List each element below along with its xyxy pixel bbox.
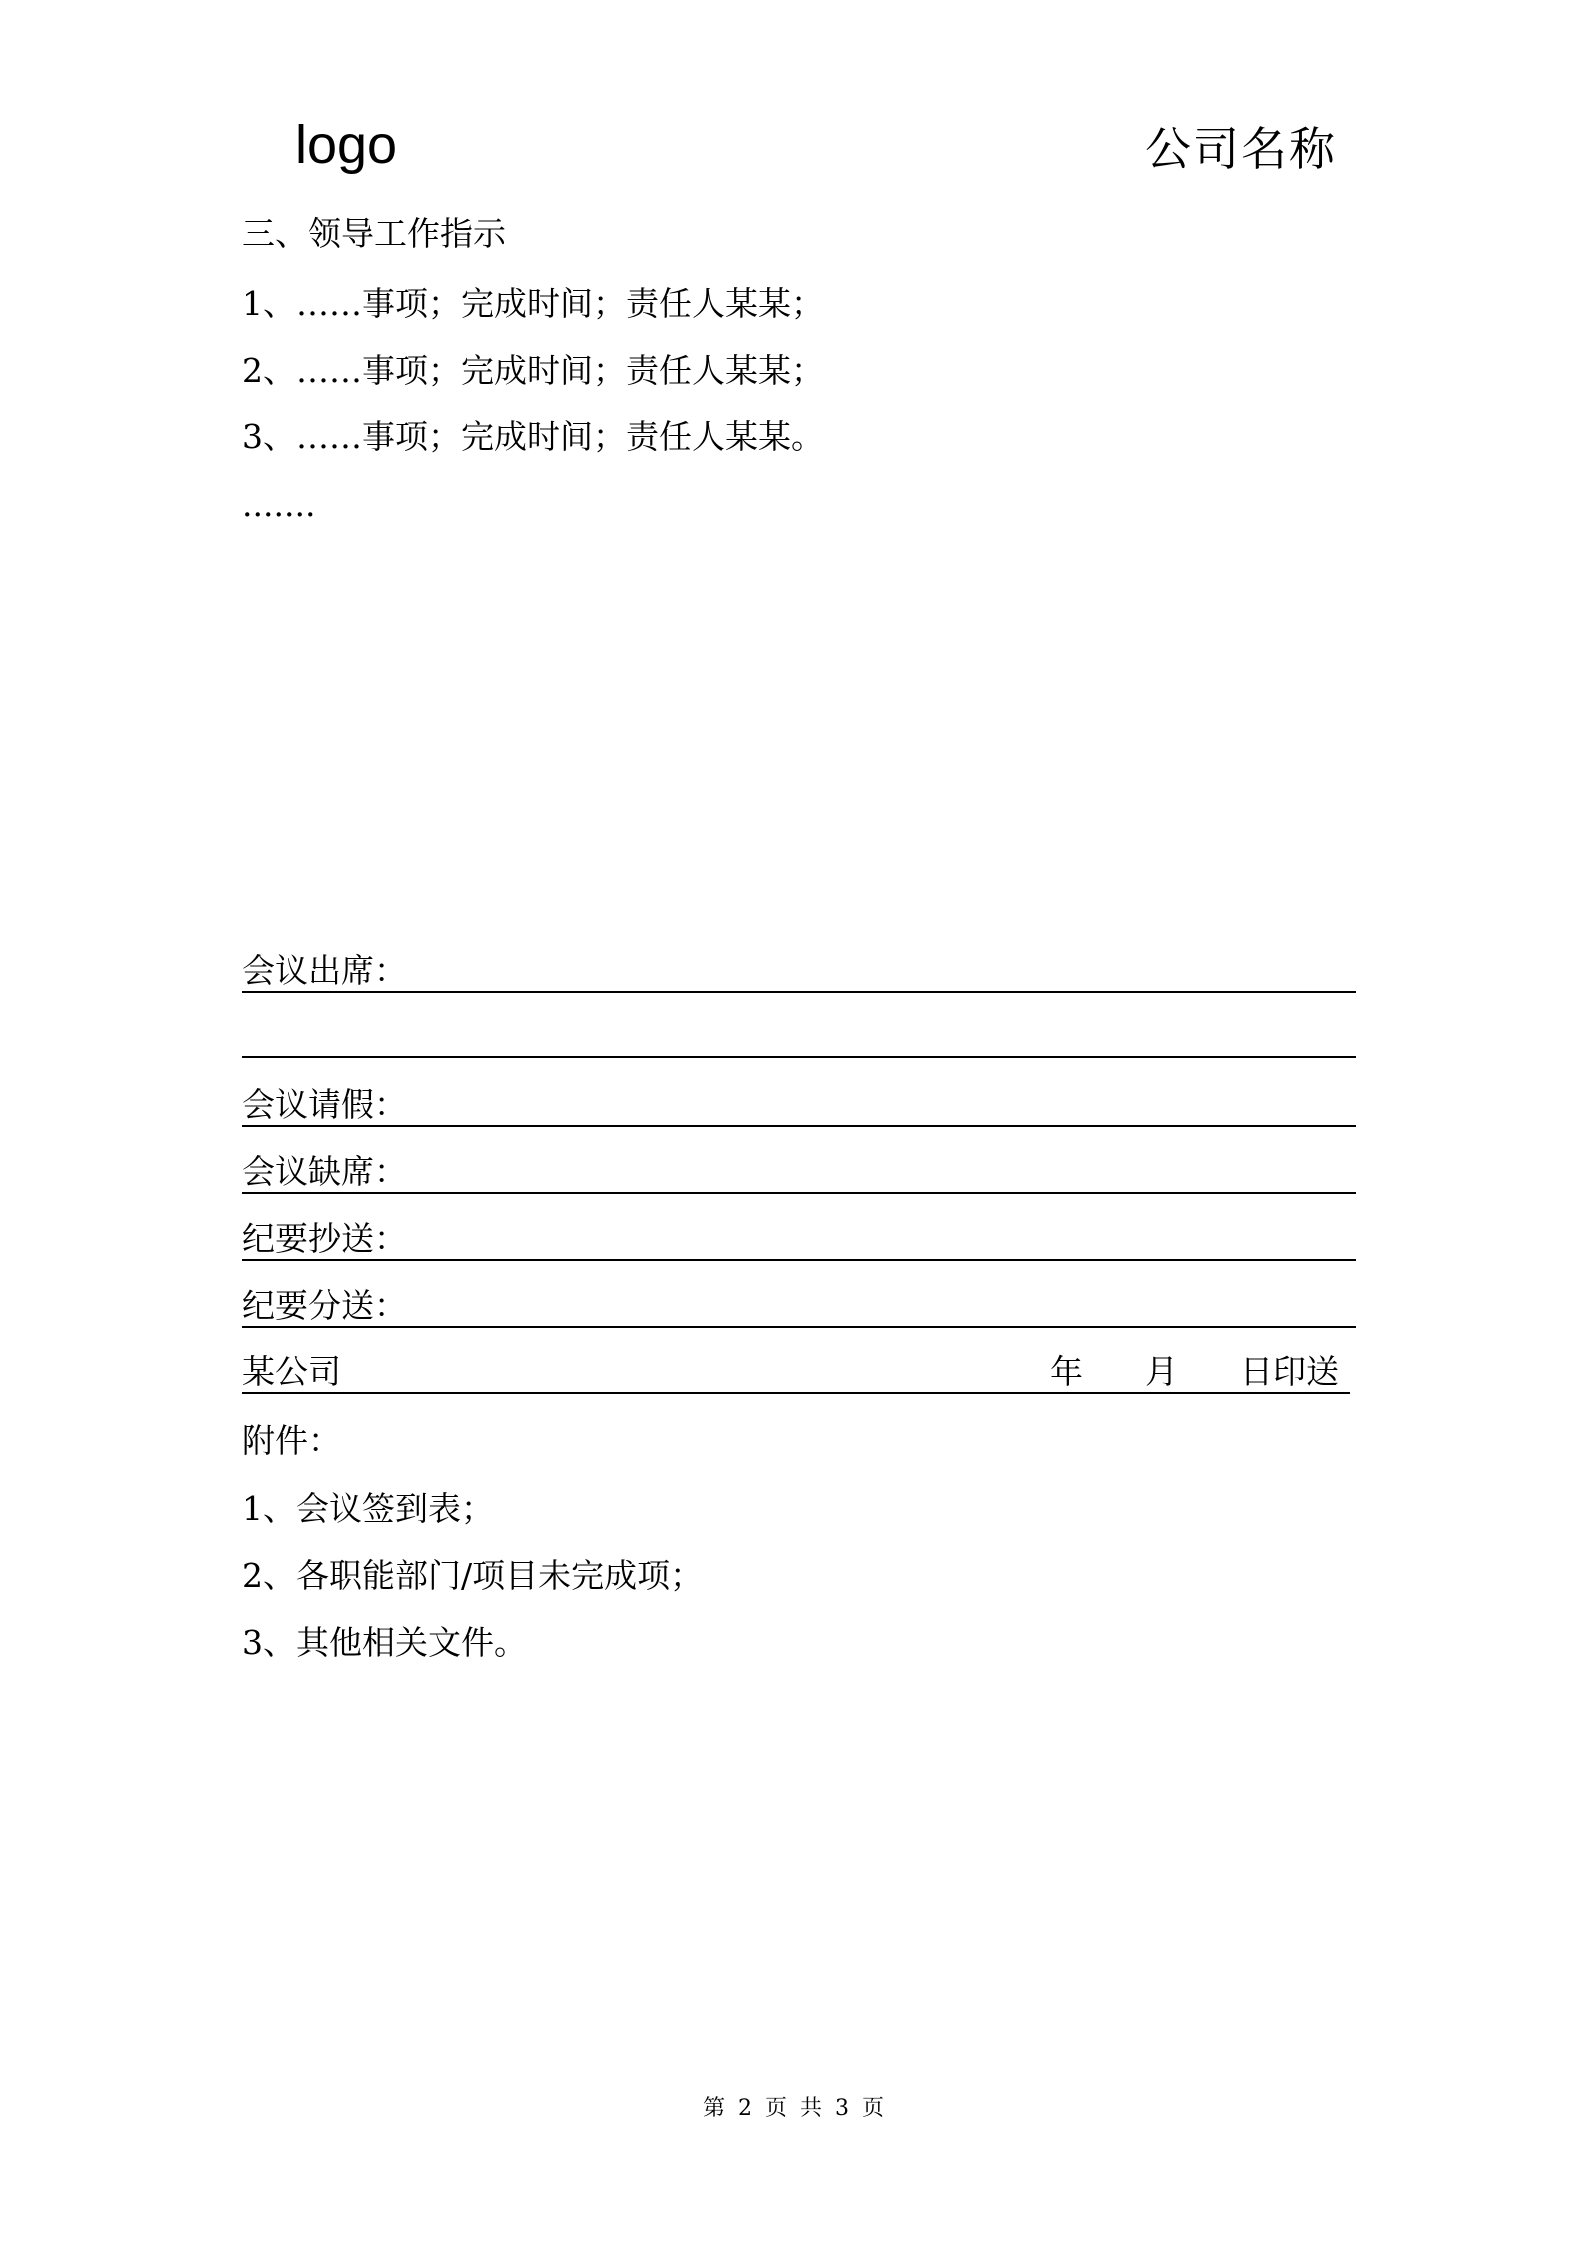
printed-year: 年	[1050, 1352, 1083, 1391]
printed-month: 月	[1145, 1352, 1178, 1391]
attachment-item: 1、会议签到表；	[242, 1489, 494, 1528]
distribute-label: 纪要分送：	[242, 1286, 407, 1325]
absence-label: 会议缺席：	[242, 1152, 407, 1191]
attachment-item: 3、其他相关文件。	[242, 1623, 527, 1662]
attendance-field	[242, 951, 1356, 993]
printed-company: 某公司	[242, 1352, 341, 1391]
distribute-field	[242, 1286, 1356, 1328]
absence-field	[242, 1152, 1356, 1194]
printed-day: 日印送	[1240, 1352, 1339, 1391]
instruction-item: 3、……事项；完成时间；责任人某某。	[242, 417, 824, 456]
attachment-item: 2、各职能部门/项目未完成项；	[242, 1556, 704, 1595]
attachments-title: 附件：	[242, 1421, 341, 1460]
cc-label: 纪要抄送：	[242, 1219, 407, 1258]
instruction-item: 1、……事项；完成时间；责任人某某；	[242, 284, 824, 323]
attendance-continuation-line	[242, 1056, 1356, 1058]
ellipsis-text: .......	[242, 485, 316, 524]
logo: logo	[295, 115, 398, 175]
instruction-item: 2、……事项；完成时间；责任人某某；	[242, 351, 824, 390]
printed-row	[242, 1352, 1350, 1394]
leave-field	[242, 1085, 1356, 1127]
company-name: 公司名称	[1145, 122, 1337, 176]
leave-label: 会议请假：	[242, 1085, 407, 1124]
attendance-label: 会议出席：	[242, 951, 407, 990]
section-title: 三、领导工作指示	[242, 214, 506, 253]
page-indicator: 第 2 页 共 3 页	[703, 2096, 884, 2121]
cc-field	[242, 1219, 1356, 1261]
